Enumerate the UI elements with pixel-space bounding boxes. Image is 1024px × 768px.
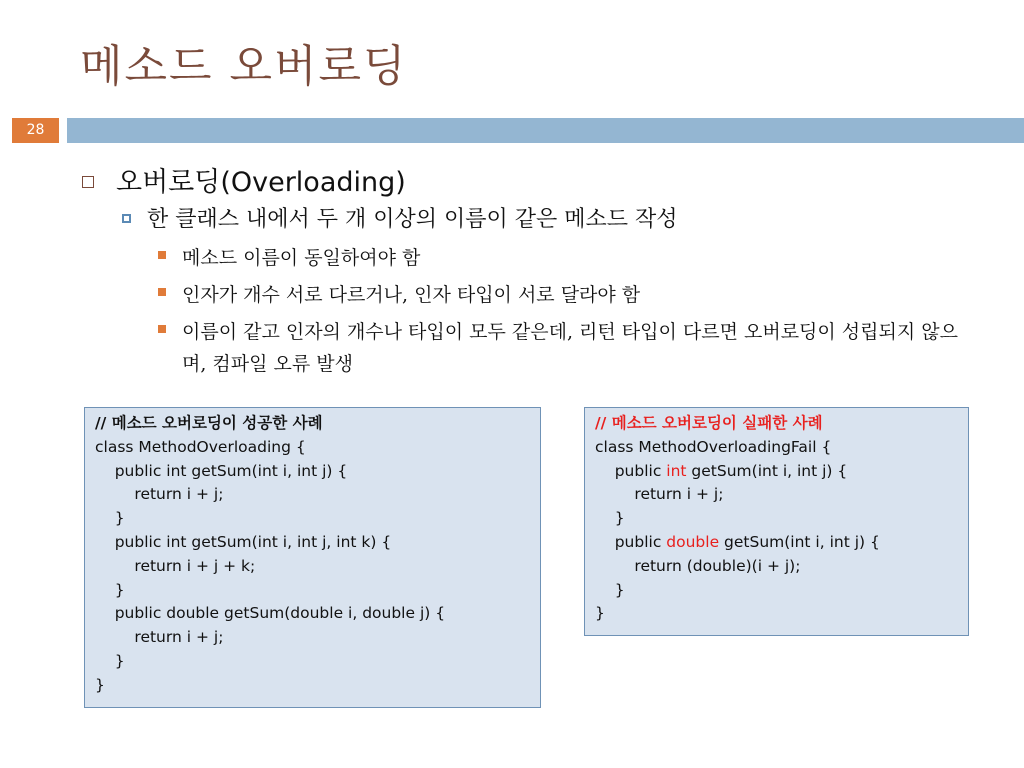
code-keyword: public [595,532,667,551]
code-line: return i + j; [95,628,224,647]
page-number: 28 [12,118,59,143]
square-orange-bullet-icon [158,325,166,333]
code-line: public int getSum(int i, int j, int k) { [95,532,392,551]
code-line: class MethodOverloadingFail { [595,437,832,456]
code-keyword: public [595,461,667,480]
code-signature: getSum(int i, int j) { [719,532,880,551]
code-line: return i + j; [95,485,224,504]
code-line: } [95,509,125,528]
square-orange-bullet-icon [158,288,166,296]
code-return-type-highlight: int [666,461,687,480]
code-line: } [95,651,125,670]
bullet-level3-text: 인자가 개수 서로 다르거나, 인자 타입이 서로 달라야 함 [182,284,641,306]
code-line: public double getSum(double i, double j) { [95,604,446,623]
bullet-level2-text: 한 클래스 내에서 두 개 이상의 이름이 같은 메소드 작성 [147,207,678,232]
code-line: } [595,580,625,599]
code-line: } [95,675,105,694]
code-line: } [95,580,125,599]
square-outline-bullet-icon [82,176,94,188]
slide-title: 메소드 오버로딩 [80,41,408,92]
code-line: class MethodOverloading { [95,437,306,456]
code-line: } [595,509,625,528]
square-blue-bullet-icon [122,214,131,223]
code-line: return i + j; [595,485,724,504]
bullet-level2 [122,202,677,233]
code-signature: getSum(int i, int j) { [686,461,848,480]
code-comment: // 메소드 오버로딩이 성공한 사례 [95,414,323,432]
header-bar [67,118,1024,143]
bullet-level3-item [158,316,958,380]
bullet-level1 [82,160,406,199]
bullet-level3-item [158,242,420,274]
code-box-fail [584,407,969,636]
code-line: } [595,604,605,623]
square-orange-bullet-icon [158,251,166,259]
code-line [595,460,958,484]
code-line [595,531,958,555]
code-comment: // 메소드 오버로딩이 실패한 사례 [595,414,823,432]
bullet-level3-item [158,279,640,311]
bullet-level3-text: 이름이 같고 인자의 개수나 타입이 모두 같은데, 리턴 타입이 다르면 오버로딩이 성립되지 않으며, 컴파일 오류 발생 [182,321,958,375]
code-return-type-highlight: double [666,532,720,551]
code-box-success [84,407,541,708]
code-line: public int getSum(int i, int j) { [95,461,348,480]
bullet-level1-text: 오버로딩(Overloading) [116,167,406,198]
code-line: return i + j + k; [95,556,256,575]
code-line: return (double)(i + j); [595,556,801,575]
bullet-level3-text: 메소드 이름이 동일하여야 함 [182,247,421,269]
